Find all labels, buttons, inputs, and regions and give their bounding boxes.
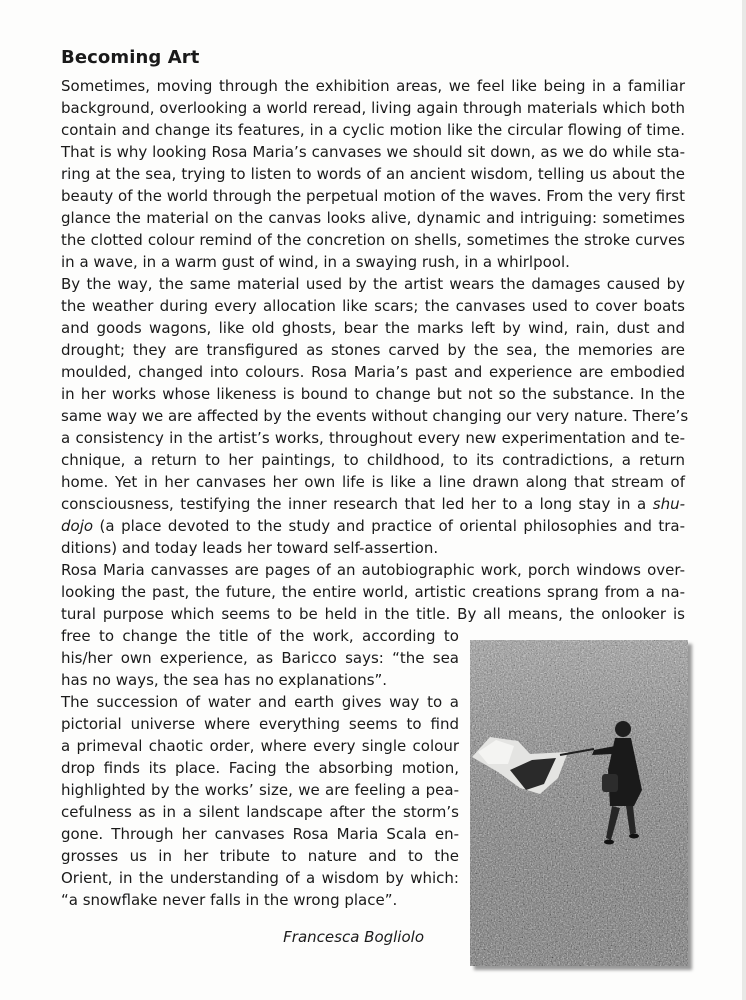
text-line: drought; they are transfigured as stones carved by the sea, the memories are — [61, 341, 685, 359]
text-line: same way we are affected by the events without changing our very nature. There’s — [61, 407, 689, 425]
text-line — [61, 497, 685, 512]
text-span: consciousness, testifying the inner research that led her to a long stay in a — [61, 495, 653, 513]
italic-term: dojo — [61, 517, 94, 535]
text-line: the clotted colour remind of the concretion on shells, sometimes the stroke curves — [61, 231, 685, 249]
text-line: Orient, in the understanding of a wisdom by which: — [61, 869, 459, 887]
author-signature: Francesca Bogliolo — [283, 928, 424, 946]
text-line: drop finds its place. Facing the absorbing motion, — [61, 759, 459, 777]
text-line: ring at the sea, trying to listen to words of an ancient wisdom, telling us about the — [61, 165, 685, 183]
text-line: and goods wagons, like old ghosts, bear the marks left by wind, rain, dust and — [61, 319, 685, 337]
text-line: gone. Through her canvases Rosa Maria Scala en- — [61, 825, 459, 843]
text-line: Sometimes, moving through the exhibition areas, we feel like being in a familiar — [61, 77, 685, 95]
text-span: (a place devoted to the study and practice of oriental philosophies and tra- — [99, 517, 685, 535]
text-line: ditions) and today leads her toward self-assertion. — [61, 539, 439, 557]
text-line: cefulness as in a silent landscape after the storm’s — [61, 803, 459, 821]
text-line: That is why looking Rosa Maria’s canvases we should sit down, as we do while sta- — [61, 143, 685, 161]
text-line: The succession of water and earth gives way to a — [61, 693, 459, 711]
artist-photo — [470, 640, 688, 966]
text-line: home. Yet in her canvases her own life is like a line drawn along that stream of — [61, 473, 685, 491]
article-title: Becoming Art — [61, 47, 200, 68]
text-line: free to change the title of the work, according to — [61, 627, 459, 645]
text-line: has no ways, the sea has no explanations”. — [61, 671, 388, 689]
text-line: By the way, the same material used by the artist wears the damages caused by — [61, 275, 685, 293]
text-line: highlighted by the works’ size, we are feeling a pea- — [61, 781, 459, 799]
photo-illustration — [470, 640, 688, 966]
text-line: a consistency in the artist’s works, throughout every new experimentation and te- — [61, 429, 685, 447]
text-line: pictorial universe where everything seems to find — [61, 715, 459, 733]
text-line: chnique, a return to her paintings, to childhood, to its contradictions, a return — [61, 451, 685, 469]
text-line: a primeval chaotic order, where every single colour — [61, 737, 459, 755]
text-line: in her works whose likeness is bound to change but not so the substance. In the — [61, 385, 685, 403]
text-line: “a snowflake never falls in the wrong place”. — [61, 891, 398, 909]
text-line: background, overlooking a world reread, living again through materials which both — [61, 99, 685, 117]
text-line: moulded, changed into colours. Rosa Maria’s past and experience are embodied — [61, 363, 685, 381]
text-line: looking the past, the future, the entire world, artistic creations sprang from a na- — [61, 583, 685, 601]
text-line: his/her own experience, as Baricco says: “the sea — [61, 649, 459, 667]
text-line: contain and change its features, in a cyclic motion like the circular flowing of time. — [61, 121, 685, 139]
text-line: the weather during every allocation like scars; the canvases used to cover boats — [61, 297, 685, 315]
text-line: Rosa Maria canvasses are pages of an autobiographic work, porch windows over- — [61, 561, 685, 579]
text-line: tural purpose which seems to be held in the title. By all means, the onlooker is — [61, 605, 685, 623]
text-line: in a wave, in a warm gust of wind, in a swaying rush, in a whirlpool. — [61, 253, 570, 271]
text-line: grosses us in her tribute to nature and to the — [61, 847, 459, 865]
text-line: beauty of the world through the perpetual motion of the waves. From the very first — [61, 187, 685, 205]
text-line — [61, 519, 685, 534]
italic-term: shu- — [652, 495, 685, 513]
text-line: glance the material on the canvas looks alive, dynamic and intriguing: sometimes — [61, 209, 685, 227]
